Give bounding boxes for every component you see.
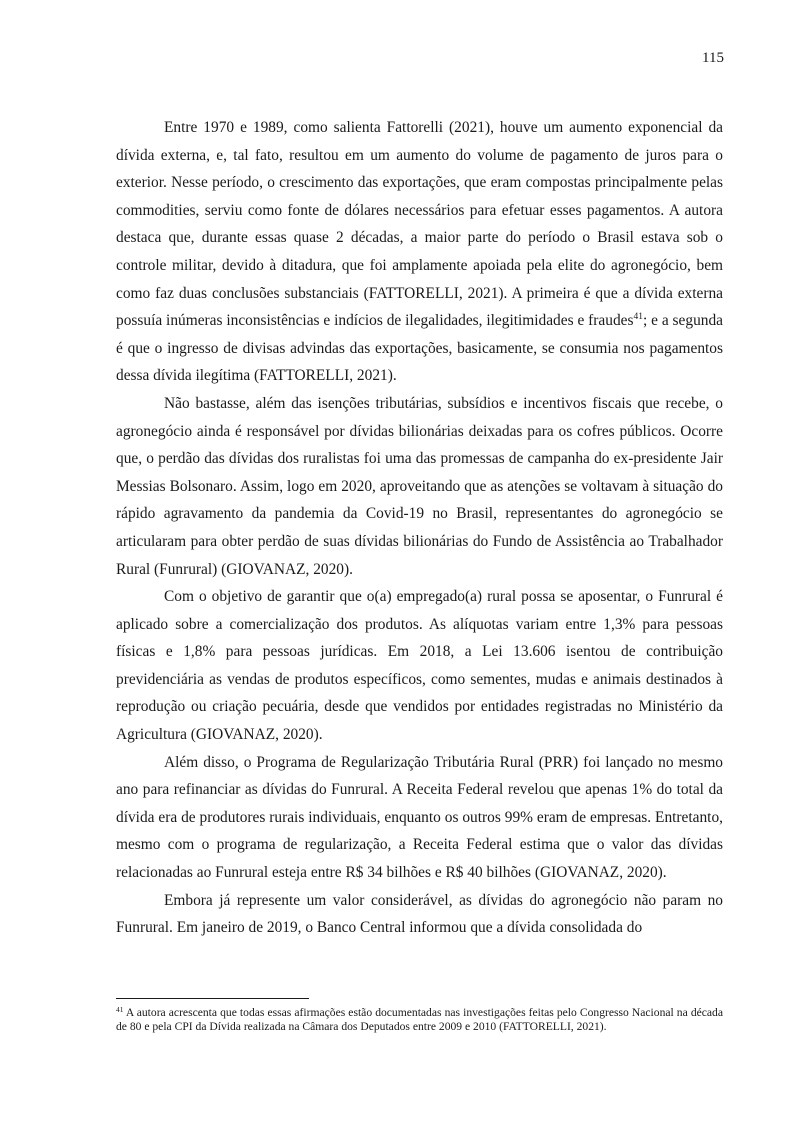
paragraph-1 [116,114,723,390]
paragraph-4: Além disso, o Programa de Regularização Tributária Rural (PRR) foi lançado no mesmo ano para refinanciar as dívidas do Funrural. A Receita Federal revelou que apenas 1% do total da dívida era de produtores rurais individuais, enquanto os outros 99% eram de empresas. Entretanto, mesmo com o programa de regularização, a Receita Federal estima que o valor das dívidas relacionadas ao Funrural esteja entre R$ 34 bilhões e R$ 40 bilhões (GIOVANAZ, 2020). [116,753,723,882]
paragraph-1-text: Entre 1970 e 1989, como salienta Fattorelli (2021), houve um aumento exponencial da dívida externa, e, tal fato, resultou em um aumento do volume de pagamento de juros para o exterior. Nesse período, o crescimento das exportações, que eram compostas principalmente pelas commodities, serviu como fonte de dólares necessários para efetuar esses pagamentos. A autora destaca que, durante essas quase 2 décadas, a maior parte do período o Brasil estava sob o controle militar, devido à ditadura, que foi amplamente apoiada pela elite do agronegócio, bem como faz duas conclusões substanciais (FATTORELLI, 2021). A primeira é que a dívida externa possuía inúmeras inconsistências e indícios de ilegalidades, ilegitimidades e fraudes [116,119,723,330]
footnote-41 [116,1006,723,1033]
footnote-divider [116,998,309,999]
page-number: 115 [702,50,724,66]
paragraph-1-text-continued: ; e a segunda é que o ingresso de divisas advindas das exportações, basicamente, se consumia nos pagamentos dessa dívida ilegítima (FATTORELLI, 2021). [116,312,723,385]
body-text [116,114,723,942]
paragraph-3: Com o objetivo de garantir que o(a) empregado(a) rural possa se aposentar, o Funrural é aplicado sobre a comercialização dos produtos. As alíquotas variam entre 1,3% para pessoas físicas e 1,8% para pessoas jurídicas. Em 2018, a Lei 13.606 isentou de contribuição previdenciária as vendas de produtos específicos, como sementes, mudas e animais destinados à reprodução ou criação pecuária, desde que vendidos por entidades registradas no Ministério da Agricultura (GIOVANAZ, 2020). [116,588,723,744]
footnote-text: A autora acrescenta que todas essas afirmações estão documentadas nas investigações feitas pelo Congresso Nacional na década de 80 e pela CPI da Dívida realizada na Câmara dos Deputados entre 2009 e 2010 (FATTORELLI, 2021). [116,1006,723,1033]
paragraph-5: Embora já represente um valor considerável, as dívidas do agronegócio não param no Funrural. Em janeiro de 2019, o Banco Central informou que a dívida consolidada do [116,891,723,937]
footnote-marker: 41 [116,1005,124,1014]
footnote-reference-41[interactable]: 41 [633,312,643,323]
paragraph-2: Não bastasse, além das isenções tributárias, subsídios e incentivos fiscais que recebe, o agronegócio ainda é responsável por dívidas bilionárias deixadas para os cofres públicos. Ocorre que, o perdão das dívidas dos ruralistas foi uma das promessas de campanha do ex-presidente Jair Messias Bolsonaro. Assim, logo em 2020, aproveitando que as atenções se voltavam à situação do rápido agravamento da pandemia da Covid-19 no Brasil, representantes do agronegócio se articularam para obter perdão de suas dívidas bilionárias do Fundo de Assistência ao Trabalhador Rural (Funrural) (GIOVANAZ, 2020). [116,394,723,578]
